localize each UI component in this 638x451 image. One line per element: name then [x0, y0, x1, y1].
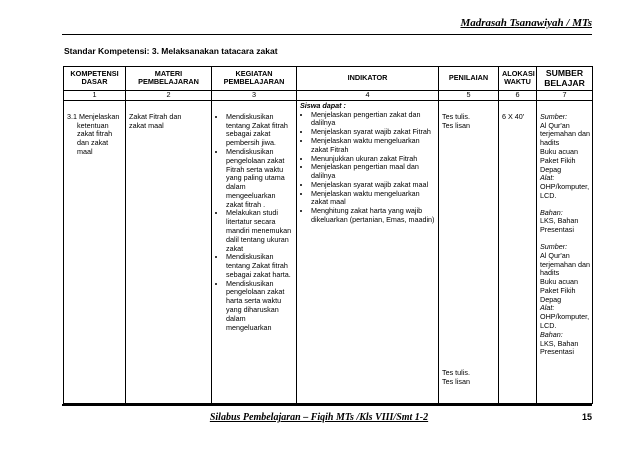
- penilaian-line: Tes lisan: [442, 120, 470, 130]
- kegiatan-item: • Mendiskusikan pengelolaan zakat harta serta waktu yang diharuskan dalam mengeluarkan: [226, 280, 293, 333]
- col-number: 5: [439, 90, 499, 100]
- penilaian-line: Tes lisan: [442, 376, 470, 386]
- col-number: 6: [499, 90, 537, 100]
- kompetensi-line: ketentuan: [77, 120, 109, 130]
- kompetensi-line: maal: [77, 146, 93, 156]
- alat-line: LCD.: [540, 321, 557, 331]
- penilaian-line: Tes tulis.: [442, 367, 470, 377]
- sumber-line: Al Qur'an: [540, 250, 570, 260]
- alat-line: LCD.: [540, 190, 557, 200]
- alokasi-cell: 6 X 40': [499, 100, 537, 403]
- sumber-label: Sumber:: [540, 111, 568, 121]
- indikator-heading: Siswa dapat :: [300, 100, 346, 110]
- kegiatan-item: • Mendiskusikan tentang Zakat fitrah sebagai zakat pembersih jiwa.: [226, 113, 293, 148]
- bahan-line: Presentasi: [540, 347, 574, 357]
- materi-line: Zakat Fitrah dan: [129, 111, 182, 121]
- bahan-line: Presentasi: [540, 225, 574, 235]
- syllabus-table: [63, 66, 593, 404]
- alat-label: Alat:: [540, 173, 555, 183]
- footer-divider: [62, 404, 592, 406]
- indikator-item: • Menjelaskan waktu mengeluarkan zakat Fitrah: [311, 137, 435, 155]
- col-header-kegiatan: KEGIATAN PEMBELAJARAN: [212, 67, 297, 91]
- table-number-row: [64, 90, 593, 100]
- kompetensi-line: zakat fitrah: [77, 129, 113, 139]
- penilaian-cell: [439, 100, 499, 403]
- col-header-materi: MATERI PEMBELAJARAN: [126, 67, 212, 91]
- table-row: [64, 100, 593, 403]
- col-header-penilaian: PENILAIAN: [439, 67, 499, 91]
- sumber-line: Buku acuan: [540, 277, 578, 287]
- standard-competency: Standar Kompetensi: 3. Melaksanakan tatacara zakat: [64, 46, 278, 56]
- indikator-item: • Menunjukkan ukuran zakat Fitrah: [311, 155, 435, 164]
- sumber-line: terjemahan dan: [540, 129, 590, 139]
- kompetensi-cell: [64, 100, 126, 403]
- table-header-row: [64, 67, 593, 91]
- col-number: 1: [64, 90, 126, 100]
- col-number: 2: [126, 90, 212, 100]
- alat-line: OHP/komputer,: [540, 182, 590, 192]
- col-number: 4: [297, 90, 439, 100]
- materi-cell: [126, 100, 212, 403]
- col-number: 3: [212, 90, 297, 100]
- kegiatan-item: • Mendiskusikan tentang Zakat fitrah sebagai zakat harta.: [226, 253, 293, 279]
- kegiatan-cell: [212, 100, 297, 403]
- col-header-sumber: SUMBER BELAJAR: [537, 67, 593, 91]
- indikator-item: • Menjelaskan syarat wajib zakat maal: [311, 181, 435, 190]
- sumber-line: hadits: [540, 138, 560, 148]
- indikator-item: • Menjelaskan pengertian zakat dan dalilnya: [311, 111, 435, 129]
- sumber-line: Al Qur'an: [540, 120, 570, 130]
- materi-line: zakat maal: [129, 120, 164, 130]
- bahan-label: Bahan:: [540, 329, 563, 339]
- kegiatan-item: • Melakukan studi litertatur secara mandiri menemukan dalil tentang ukuran zakat: [226, 209, 293, 253]
- penilaian-line: Tes tulis.: [442, 111, 470, 121]
- bahan-line: LKS, Bahan: [540, 216, 579, 226]
- header-divider: [62, 34, 592, 35]
- indikator-item: • Menjelaskan waktu mengeluarkan zakat maal: [311, 190, 435, 208]
- indikator-item: • Menghitung zakat harta yang wajib dikeluarkan (pertanian, Emas, maadin): [311, 207, 435, 225]
- indikator-item: • Menjelaskan syarat wajib zakat Fitrah: [311, 128, 435, 137]
- footer-title: Silabus Pembelajaran – Fiqih MTs /Kls VIII/Smt 1-2: [209, 412, 429, 423]
- kompetensi-line: 3.1 Menjelaskan: [67, 111, 120, 121]
- sumber-line: terjemahan dan: [540, 259, 590, 269]
- indikator-cell: [297, 100, 439, 403]
- bahan-label: Bahan:: [540, 207, 563, 217]
- sumber-line: hadits: [540, 268, 560, 278]
- sumber-line: Depag: [540, 164, 562, 174]
- col-header-indikator: INDIKATOR: [297, 67, 439, 91]
- sumber-cell: [537, 100, 593, 403]
- alat-label: Alat:: [540, 303, 555, 313]
- col-number: 7: [537, 90, 593, 100]
- sumber-line: Paket Fikih: [540, 285, 576, 295]
- alat-line: OHP/komputer,: [540, 312, 590, 322]
- col-header-alokasi: ALOKASI WAKTU: [499, 67, 537, 91]
- bahan-line: LKS, Bahan: [540, 338, 579, 348]
- page-number: 15: [581, 412, 592, 422]
- kompetensi-line: dan zakat: [77, 138, 109, 148]
- header-school-name: Madrasah Tsanawiyah / MTs: [460, 17, 592, 29]
- indikator-item: • Menjelaskan pengertian maal dan dalilnya: [311, 163, 435, 181]
- sumber-line: Paket Fikih: [540, 155, 576, 165]
- sumber-line: Depag: [540, 294, 562, 304]
- col-header-kompetensi: KOMPETENSI DASAR: [64, 67, 126, 91]
- sumber-label: Sumber:: [540, 242, 568, 252]
- sumber-line: Buku acuan: [540, 146, 578, 156]
- kegiatan-item: • Mendiskusikan pengelolaan zakat Fitrah serta waktu yang paling utama dalam mengeeluarkan zakat fitrah .: [226, 148, 293, 209]
